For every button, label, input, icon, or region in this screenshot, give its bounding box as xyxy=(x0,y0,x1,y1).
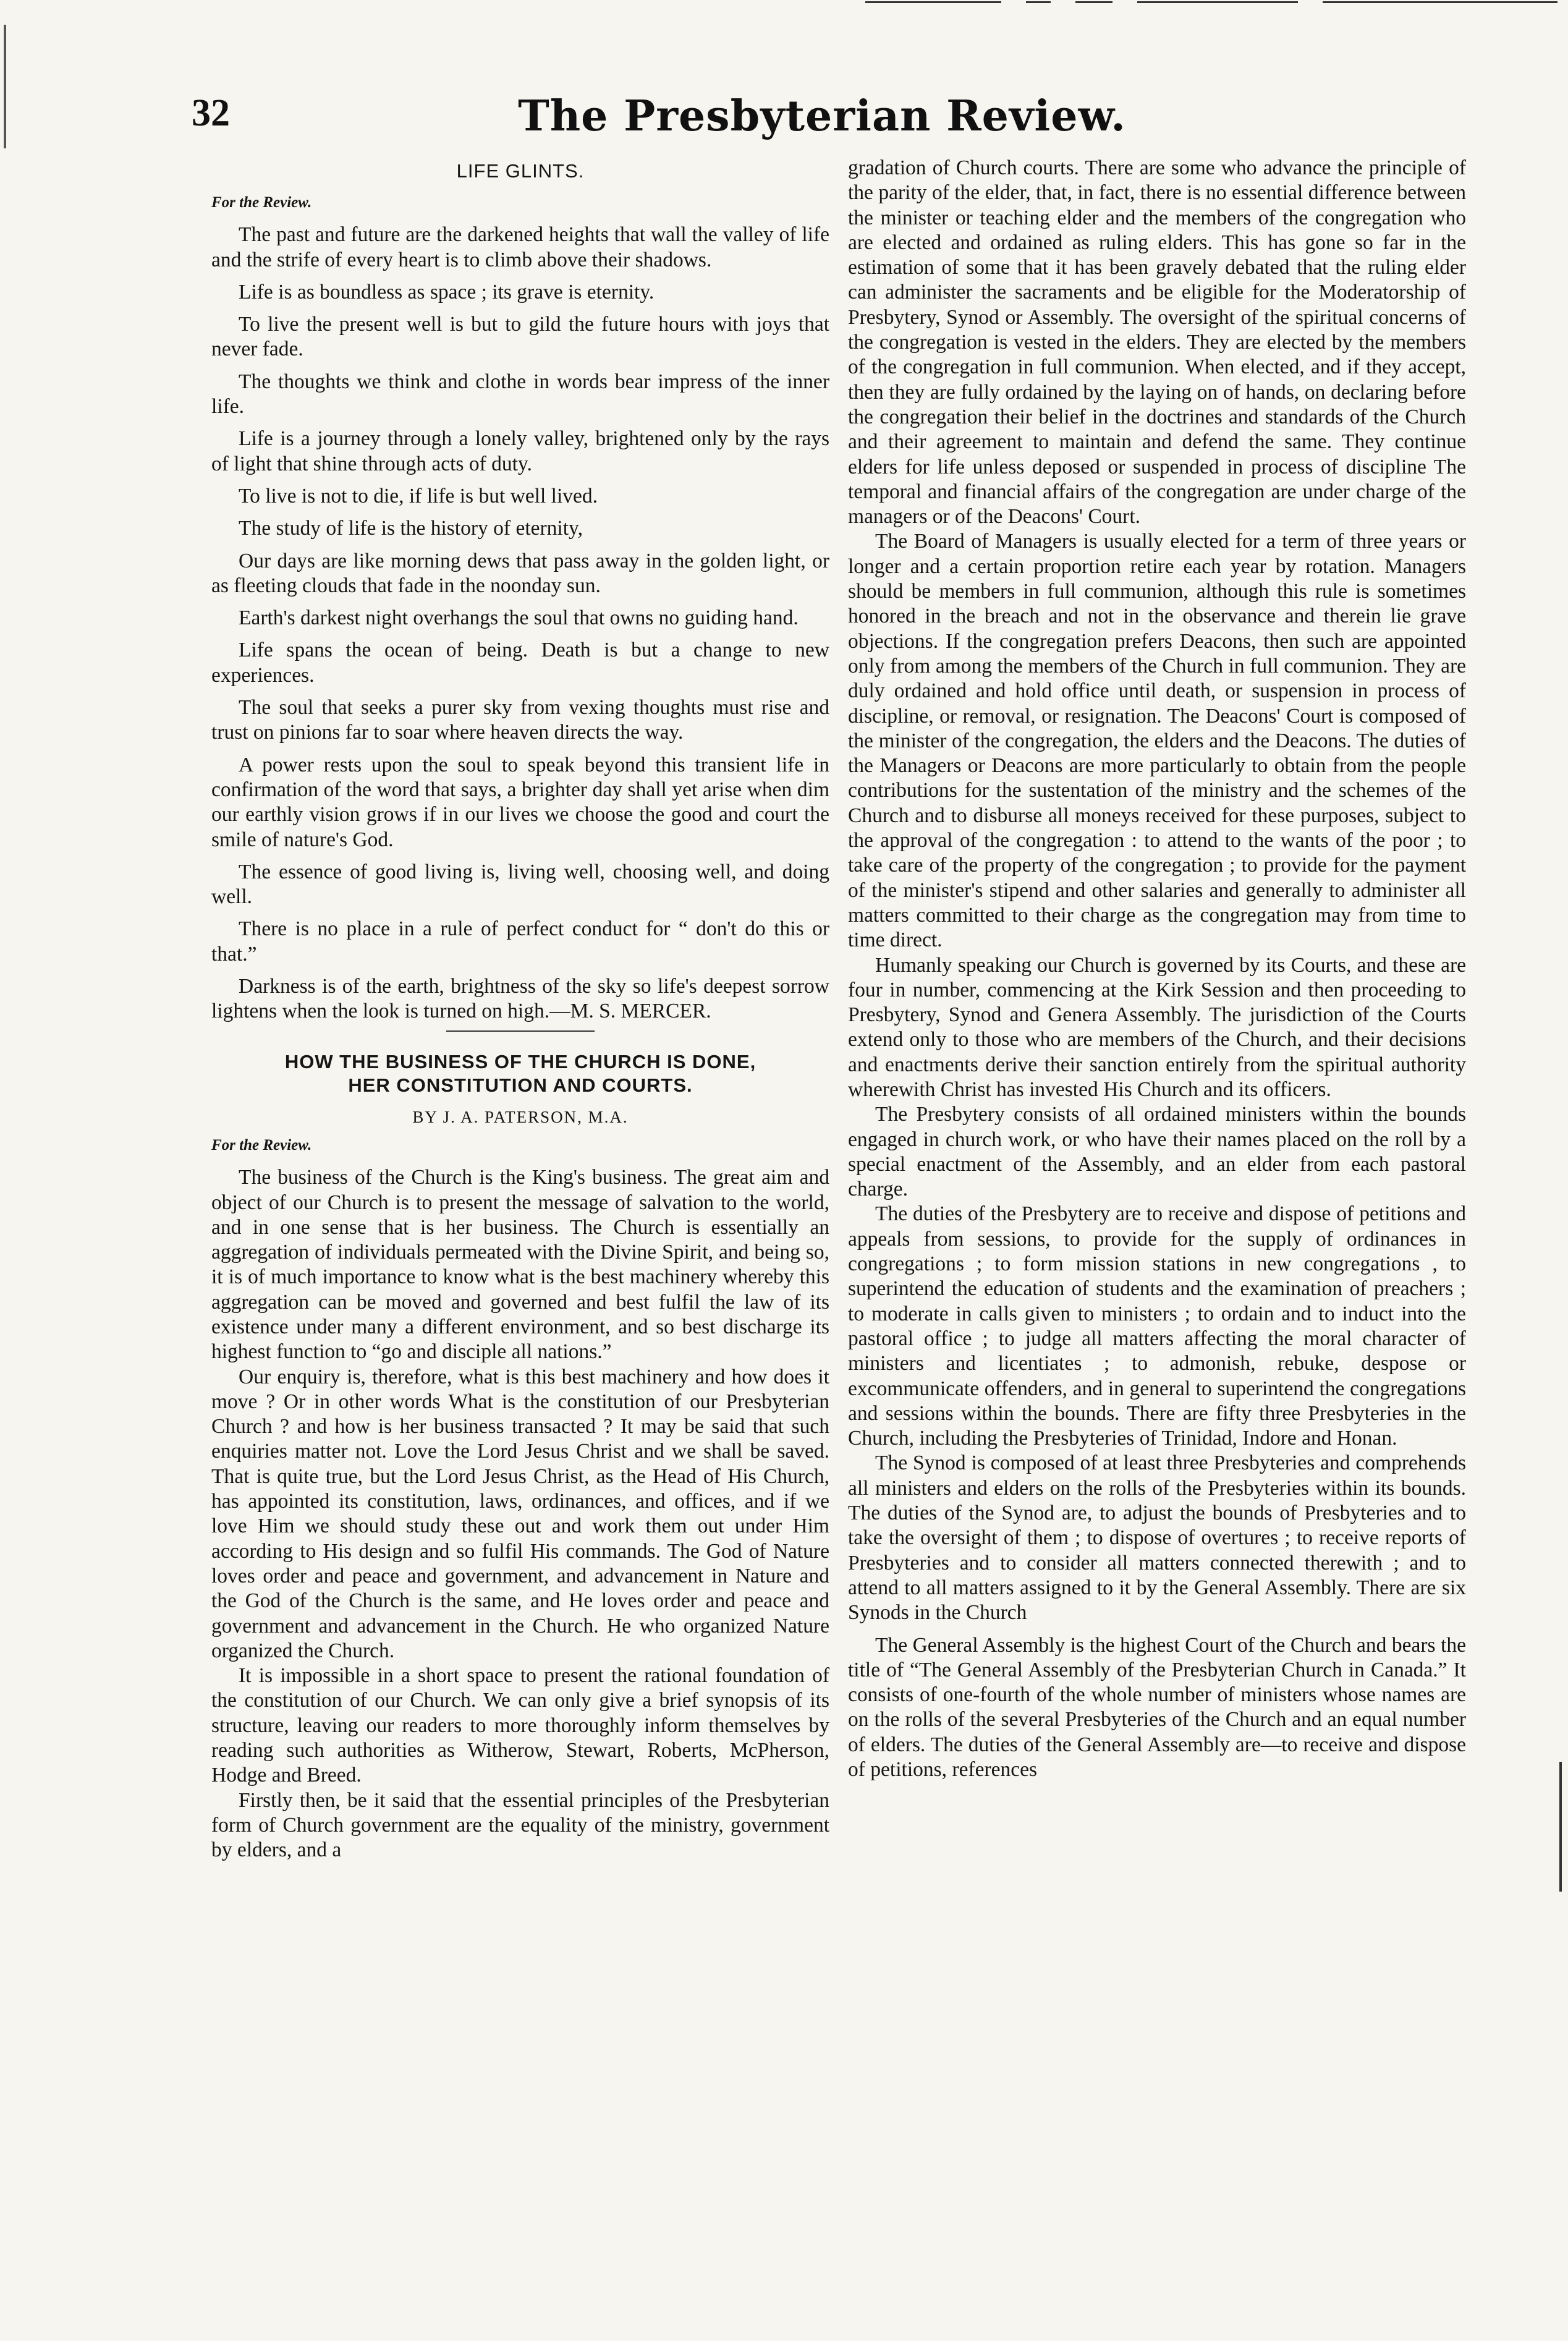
left-column xyxy=(211,156,829,2307)
article-paragraph: It is impossible in a short space to present the rational foundation of the constitution of our Church. We can only give a brief synopsis of its structure, leaving our readers to more thoroughly inform themselves by reading such authorities as Witherow, Stewart, Roberts, McPherson, Hodge and Breed. xyxy=(211,1664,829,1787)
journal-title: The Presbyterian Review. xyxy=(518,91,1126,141)
scan-edge-mark xyxy=(1559,1762,1562,1892)
life-glints-paragraph: Life spans the ocean of being. Death is but a change to new experiences. xyxy=(211,639,829,687)
article-paragraph: The Presbytery consists of all ordained ministers within the bounds engaged in church work, or who have their names placed on the roll by a special enactment of the Assembly, and an elder from each pastoral charge. xyxy=(848,1103,1466,1201)
life-glints-paragraph: To live is not to die, if life is but well lived. xyxy=(239,484,598,508)
article-title-line-2: HER CONSTITUTION AND COURTS. xyxy=(348,1074,693,1096)
life-glints-paragraph: Darkness is of the earth, brightness of the sky so life's deepest sorrow lightens when the look is turned on high.—M. S. MERCER. xyxy=(211,975,829,1023)
life-glints-paragraph: There is no place in a rule of perfect conduct for “ don't do this or that.” xyxy=(211,917,829,966)
life-glints-paragraph: The past and future are the darkened heights that wall the valley of life and the strife of every heart is to climb above their shadows. xyxy=(211,223,829,271)
life-glints-paragraph: Life is as boundless as space ; its grave is eternity. xyxy=(239,280,655,304)
article-paragraph: The General Assembly is the highest Court of the Church and bears the title of “The General Assembly of the Presbyterian Church in Canada.” It consists of one-fourth of the whole number of ministers whose names are on the rolls of the several Presbyteries of the Church and an equal number of elders. The duties of the General Assembly are—to receive and dispose of petitions, references xyxy=(848,1633,1466,1781)
article-source: For the Review. xyxy=(211,1136,312,1154)
article-paragraph: The business of the Church is the King's business. The great aim and object of our Church is to present the message of salvation to the world, and in one sense that is her business. The Church is essentially an aggregation of individuals permeated with the Divine Spirit, and being so, it is of much importance to know what is the best machinery whereby this aggregation can be moved and governed and best fulfil the law of its existence under many a different environment, and so best discharge its highest function to “go and disciple all nations.” xyxy=(211,1166,829,1364)
page-header xyxy=(192,91,1452,147)
life-glints-paragraph: The study of life is the history of eternity, xyxy=(239,517,583,540)
life-glints-title: LIFE GLINTS. xyxy=(456,160,585,182)
life-glints-source: For the Review. xyxy=(211,194,312,211)
right-column xyxy=(848,156,1466,2307)
article-byline: BY J. A. PATERSON, M.A. xyxy=(412,1107,629,1126)
article-paragraph: Firstly then, be it said that the essential principles of the Presbyterian form of Church government are the equality of the ministry, government by elders, and a xyxy=(211,1788,829,1862)
life-glints-paragraph: To live the present well is but to gild the future hours with joys that never fade. xyxy=(211,313,829,361)
life-glints-paragraph: Life is a journey through a lonely valley, brightened only by the rays of light that shine through acts of duty. xyxy=(211,427,829,475)
life-glints-paragraph: A power rests upon the soul to speak beyond this transient life in confirmation of the word that says, a brighter day shall yet arise when dim our earthly vision grows if in our lives we choose the good and court the smile of nature's God. xyxy=(211,753,829,851)
article-paragraph: Humanly speaking our Church is governed by its Courts, and these are four in number, commencing at the Kirk Session and then proceeding to Presbytery, Synod and Genera Assembly. The jurisdiction of the Courts extend only to those who are members of the Church, and their decisions and enactments derive their sanction entirely from the spiritual authority wherewith Christ has invested His Church and its officers. xyxy=(848,953,1466,1101)
article-paragraph: Our enquiry is, therefore, what is this best machinery and how does it move ? Or in other words What is the constitution of our Presbyterian Church ? and how is her business transacted ? It may be said that such enquiries matter not. Love the Lord Jesus Christ and we shall be saved. That is quite true, but the Lord Jesus Christ, as the Head of His Church, has appointed its constitution, laws, ordinances, and offices, and if we love Him we should study these out and work them out under Him according to His design and so fulfil His commands. The God of Nature loves order and peace and government, and advancement in Nature and the God of the Church is the same, and He loves order and peace and government and advancement in the Church. He who organized Nature organized the Church. xyxy=(211,1365,829,1662)
life-glints-paragraph: Earth's darkest night overhangs the soul that owns no guiding hand. xyxy=(239,606,799,630)
article-title-line-1: HOW THE BUSINESS OF THE CHURCH IS DONE, xyxy=(284,1050,756,1073)
section-divider xyxy=(446,1030,595,1032)
life-glints-paragraph: The thoughts we think and clothe in words bear impress of the inner life. xyxy=(211,370,829,418)
top-edge-rule xyxy=(0,0,1568,5)
article-paragraph: The duties of the Presbytery are to receive and dispose of petitions and appeals from sessions, to provide for the supply of ordinances in congregations ; to form mission stations in new congregations , to superintend the education of students and the examination of preachers ; to moderate in calls given to ministers ; to ordain and to induct into the pastoral office ; to judge all matters affecting the moral character of ministers and licentiates ; to admonish, rebuke, despose or excommunicate offenders, and in general to superintend the congregations and sessions within the bounds. There are fifty three Presbyteries in the Church, including the Presbyteries of Trinidad, Indore and Honan. xyxy=(848,1202,1466,1450)
life-glints-paragraph: Our days are like morning dews that pass away in the golden light, or as fleeting clouds that fade in the noonday sun. xyxy=(211,549,829,597)
article-paragraph: The Board of Managers is usually elected for a term of three years or longer and a certain proportion retire each year by rotation. Managers should be members in full communion, although this rule is sometimes honored in the breach and not in the observance and therein lie grave objections. If the congregation prefers Deacons, then such are appointed only from among the members of the Church in full communion. They are duly ordained and hold office until death, or suspension in process of discipline, or removal, or resignation. The Deacons' Court is composed of the minister of the congregation, the elders and the Deacons. The duties of the Managers or Deacons are more particularly to obtain from the people contributions for the sustentation of the ministry and the schemes of the Church and to disburse all moneys received for these purposes, subject to the approval of the congregation : to attend to the wants of the poor ; to take care of the property of the congregation ; to provide for the payment of the minister's stipend and other salaries and generally to administer all matters committed to their charge as the congregation may from time to time direct. xyxy=(848,530,1466,952)
scan-edge-mark xyxy=(4,25,6,148)
page-number: 32 xyxy=(192,92,230,134)
life-glints-paragraph: The essence of good living is, living well, choosing well, and doing well. xyxy=(211,860,829,909)
article-paragraph: The Synod is composed of at least three Presbyteries and comprehends all ministers and elders on the rolls of the Presbyteries within its bounds. The duties of the Synod are, to adjust the bounds of Presbyteries and to take the oversight of them ; to dispose of overtures ; to receive reports of Presbyteries and to consider all matters connected therewith ; and to attend to all matters assigned to it by the General Assembly. There are six Synods in the Church xyxy=(848,1451,1466,1625)
article-paragraph: gradation of Church courts. There are some who advance the principle of the parity of the elder, that, in fact, there is no essential difference between the minister or teaching elder and the members of the congregation who are elected and ordained as ruling elders. This has gone so far in the estimation of some that it has been gravely debated that the ruling elder can administer the sacraments and be eligible for the Moderatorship of Presbytery, Synod or Assembly. The oversight of the spiritual concerns of the congregation is vested in the elders. They are elected by the members of the congregation in full communion. When elected, and if they accept, then they are fully ordained by the laying on of hands, on declaring before the congregation their belief in the doctrines and standards of the Church and their agreement to maintain and defend the same. They continue elders for life unless deposed or suspended in process of discipline The temporal and financial affairs of the congregation are under charge of the managers or of the Deacons' Court. xyxy=(848,156,1466,529)
life-glints-paragraph: The soul that seeks a purer sky from vexing thoughts must rise and trust on pinions far to soar where heaven directs the way. xyxy=(211,696,829,744)
